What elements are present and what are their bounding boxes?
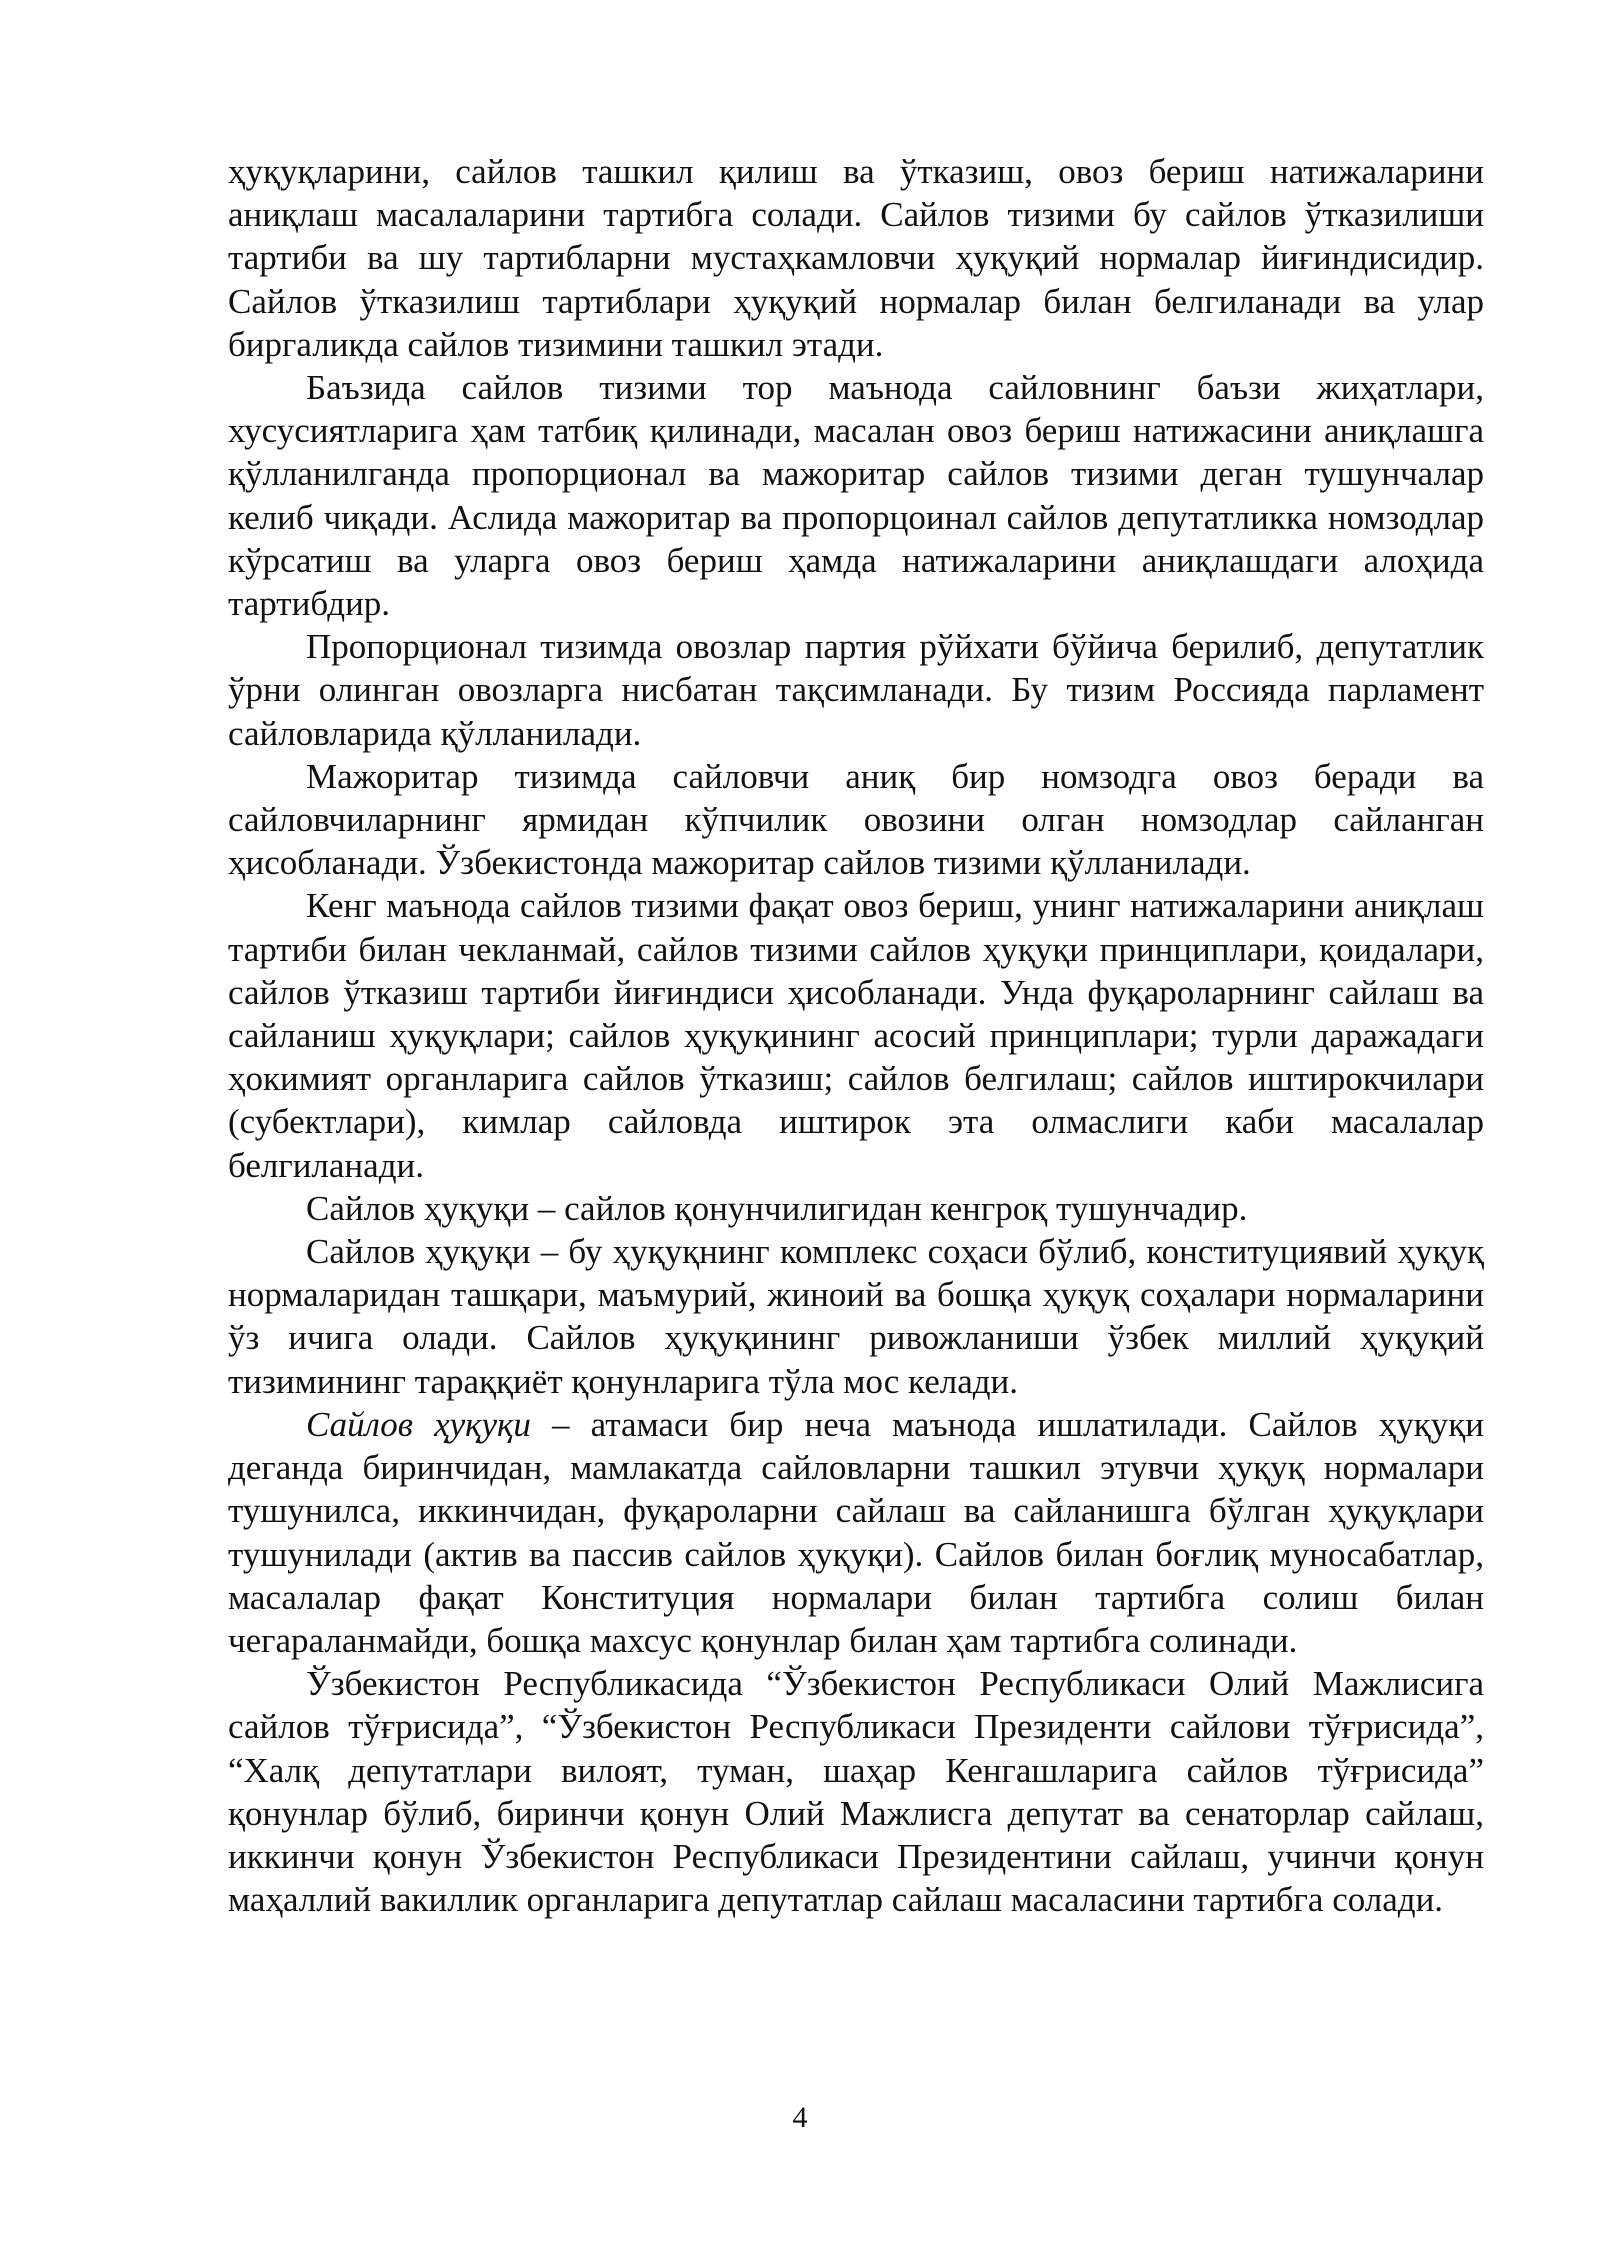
paragraph: Мажоритар тизимда сайловчи аниқ бир номзодга овоз беради ва сайловчиларнинг ярмидан кўпчилик овозини олган номзодлар сайланган ҳисобланади. Ўзбекистонда мажоритар сайлов тизими қўлланилади.	[228, 756, 1484, 883]
paragraph-text: – атамаси бир неча маънода ишлатилади. Сайлов ҳуқуқи деганда биринчидан, мамлакатда сайловларни ташкил этувчи ҳуқуқ нормалари тушунилса, иккинчидан, фуқароларни сайлаш ва сайланишга бўлган ҳуқуқлари тушунилади (актив ва пассив сайлов ҳуқуқи). Сайлов билан боғлиқ муносабатлар, масалалар фақат Конституция нормалари билан тартибга солиш билан чегараланмайди, бошқа махсус қонунлар билан ҳам тартибга солинади.	[228, 1404, 1484, 1660]
paragraph: Сайлов ҳуқуқи – бу ҳуқуқнинг комплекс соҳаси бўлиб, конституциявий ҳуқуқ нормаларидан ташқари, маъмурий, жиноий ва бошқа ҳуқуқ соҳалари нормаларини ўз ичига олади. Сайлов ҳуқуқининг ривожланиши ўзбек миллий ҳуқуқий тизимининг тараққиёт қонунларига тўла мос келади.	[228, 1232, 1484, 1401]
page-number: 4	[792, 2101, 808, 2134]
paragraph: ҳуқуқларини, сайлов ташкил қилиш ва ўтказиш, овоз бериш натижаларини аниқлаш масалаларини тартибга солади. Сайлов тизими бу сайлов ўтказилиши тартиби ва шу тартибларни мустаҳкамловчи ҳуқуқий нормалар йиғиндисидир. Сайлов ўтказилиш тартиблари ҳуқуқий нормалар билан белгиланади ва улар биргаликда сайлов тизимини ташкил этади.	[228, 152, 1484, 364]
italic-term: Сайлов ҳуқуқи	[306, 1404, 531, 1444]
paragraph: Баъзида сайлов тизими тор маънода сайловнинг баъзи жиҳатлари, хусусиятларига ҳам татбиқ қилинади, масалан овоз бериш натижасини аниқлашга қўлланилганда пропорционал ва мажоритар сайлов тизими деган тушунчалар келиб чиқади. Аслида мажоритар ва пропорцоинал сайлов депутатликка номзодлар кўрсатиш ва уларга овоз бериш ҳамда натижаларини аниқлашдаги алоҳида тартибдир.	[228, 368, 1484, 624]
paragraph: Сайлов ҳуқуқи – сайлов қонунчилигидан кенгроқ тушунчадир.	[306, 1188, 1248, 1228]
paragraph: Ўзбекистон Республикасида “Ўзбекистон Республикаси Олий Мажлисига сайлов тўғрисида”, “Ўзбекистон Республикаси Президенти сайлови тўғрисида”, “Халқ депутатлари вилоят, туман, шаҳар Кенгашларига сайлов тўғрисида” қонунлар бўлиб, биринчи қонун Олий Мажлисга депутат ва сенаторлар сайлаш, иккинчи қонун Ўзбекистон Республикаси Президентини сайлаш, учинчи қонун маҳаллий вакиллик органларига депутатлар сайлаш масаласини тартибга солади.	[228, 1664, 1484, 1920]
paragraph: Кенг маънода сайлов тизими фақат овоз бериш, унинг натижаларини аниқлаш тартиби билан чекланмай, сайлов тизими сайлов ҳуқуқи принциплари, қоидалари, сайлов ўтказиш тартиби йиғиндиси ҳисобланади. Унда фуқароларнинг сайлаш ва сайланиш ҳуқуқлари; сайлов ҳуқуқининг асосий принциплари; турли даражадаги ҳокимият органларига сайлов ўтказиш; сайлов белгилаш; сайлов иштирокчилари (субектлари), кимлар сайловда иштирок эта олмаслиги каби масалалар белгиланади.	[228, 886, 1484, 1185]
document-body	[228, 150, 1484, 1921]
paragraph	[228, 1403, 1484, 1662]
paragraph: Пропорционал тизимда овозлар партия рўйхати бўйича берилиб, депутатлик ўрни олинган овозларга нисбатан тақсимланади. Бу тизим Россияда парламент сайловларида қўлланилади.	[228, 627, 1484, 753]
